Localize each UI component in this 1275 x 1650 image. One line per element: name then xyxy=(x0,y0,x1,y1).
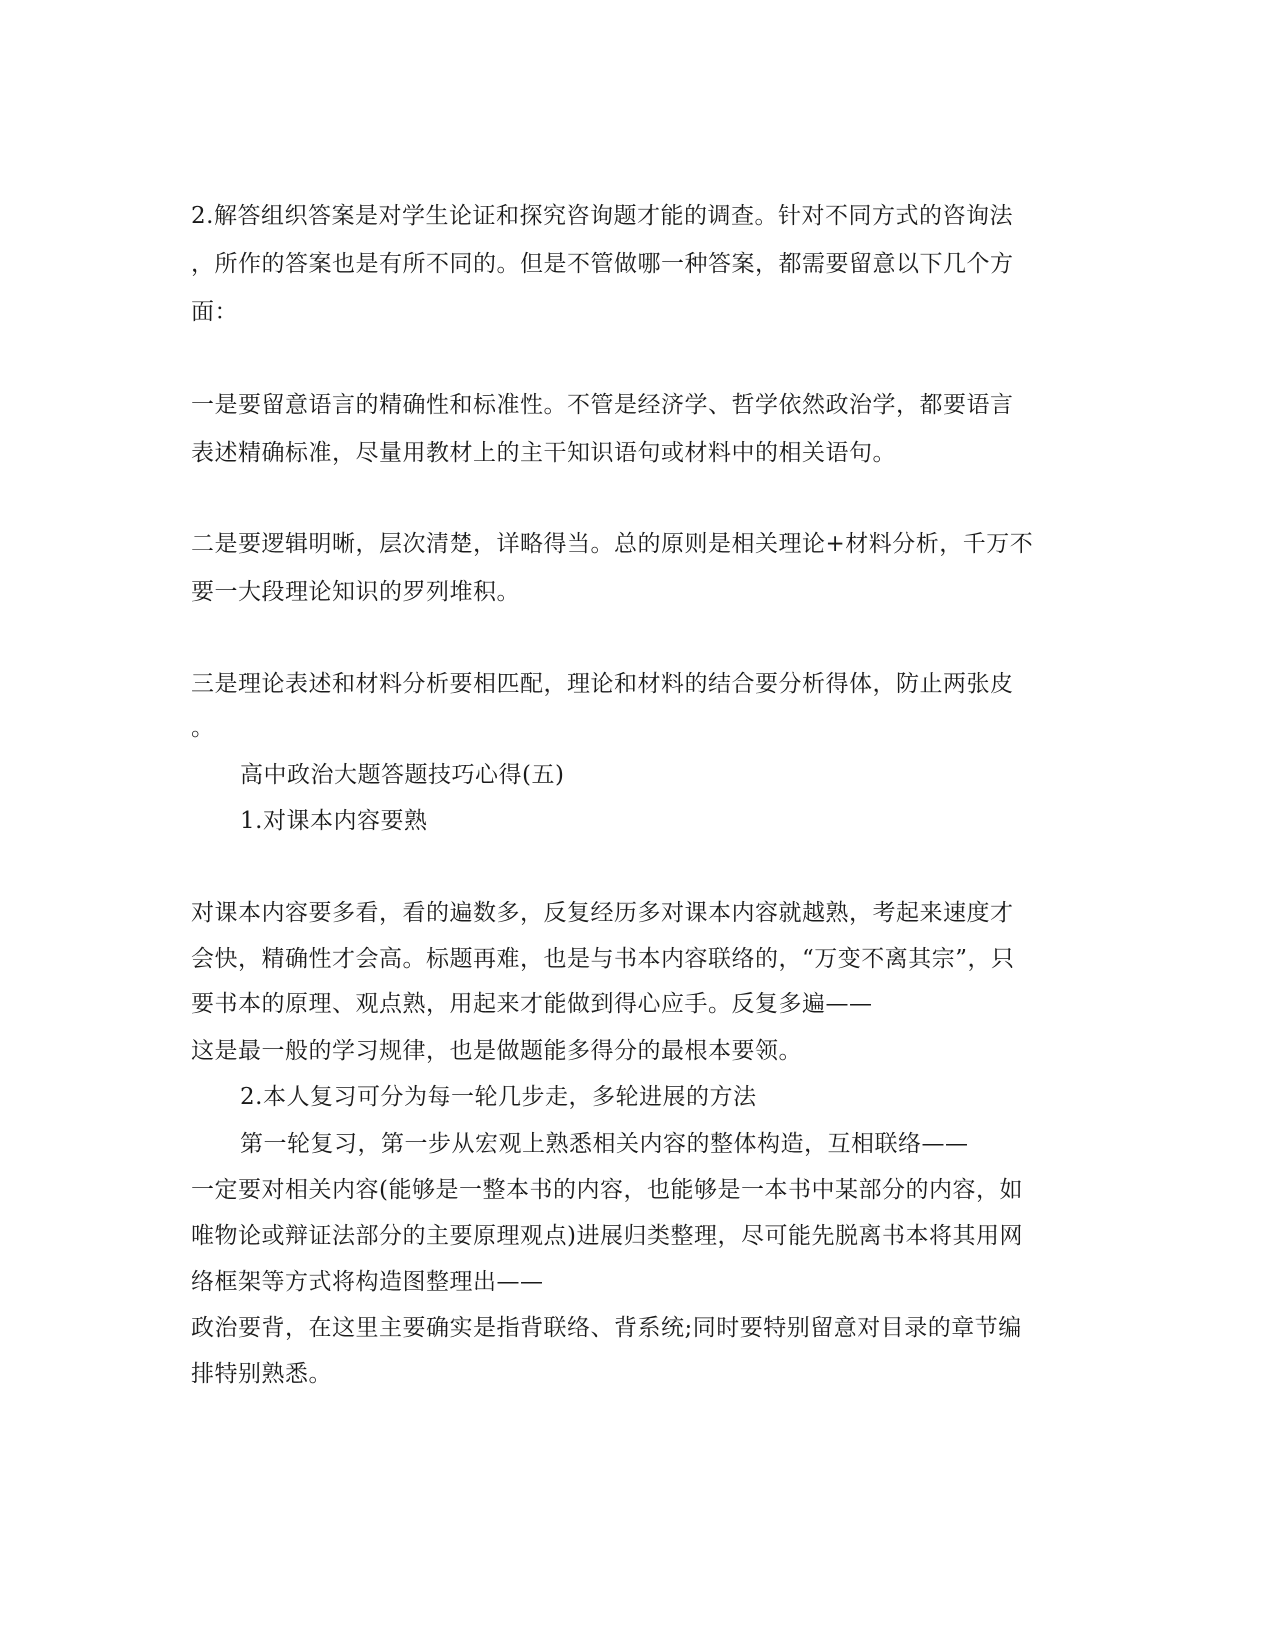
text-line: 一定要对相关内容(能够是一整本书的内容，也能够是一本书中某部分的内容，如 xyxy=(191,1177,1023,1203)
text-line: 表述精确标准，尽量用教材上的主干知识语句或材料中的相关语句。 xyxy=(191,440,896,466)
section-heading: 高中政治大题答题技巧心得(五) xyxy=(240,762,565,788)
text-line: 排特别熟悉。 xyxy=(191,1361,332,1387)
text-line: 政治要背，在这里主要确实是指背联络、背系统;同时要特别留意对目录的章节编 xyxy=(191,1315,1022,1341)
text-line: 络框架等方式将构造图整理出—— xyxy=(191,1269,544,1295)
subheading: 2.本人复习可分为每一轮几步走，多轮进展的方法 xyxy=(240,1084,757,1110)
text-line: 对课本内容要多看，看的遍数多，反复经历多对课本内容就越熟，考起来速度才 xyxy=(191,900,1014,926)
text-line: 第一轮复习，第一步从宏观上熟悉相关内容的整体构造，互相联络—— xyxy=(240,1131,969,1157)
text-line: 。 xyxy=(191,715,215,741)
subheading: 1.对课本内容要熟 xyxy=(240,808,428,834)
text-line: 会快，精确性才会高。标题再难，也是与书本内容联络的，“万变不离其宗”，只 xyxy=(191,946,1015,972)
text-line: 三是理论表述和材料分析要相匹配，理论和材料的结合要分析得体，防止两张皮 xyxy=(191,671,1014,697)
text-line: 面： xyxy=(191,299,238,325)
text-line: 要一大段理论知识的罗列堆积。 xyxy=(191,579,520,605)
text-line: 这是最一般的学习规律，也是做题能多得分的最根本要领。 xyxy=(191,1038,802,1064)
text-line: 2.解答组织答案是对学生论证和探究咨询题才能的调查。针对不同方式的咨询法 xyxy=(191,203,1013,229)
text-line: 一是要留意语言的精确性和标准性。不管是经济学、哲学依然政治学，都要语言 xyxy=(191,392,1014,418)
text-line: 要书本的原理、观点熟，用起来才能做到得心应手。反复多遍—— xyxy=(191,991,873,1017)
text-line: 唯物论或辩证法部分的主要原理观点)进展归类整理，尽可能先脱离书本将其用网 xyxy=(191,1223,1023,1249)
text-line: 二是要逻辑明晰，层次清楚，详略得当。总的原则是相关理论+材料分析，千万不 xyxy=(191,531,1034,557)
text-line: ，所作的答案也是有所不同的。但是不管做哪一种答案，都需要留意以下几个方 xyxy=(191,251,1014,277)
